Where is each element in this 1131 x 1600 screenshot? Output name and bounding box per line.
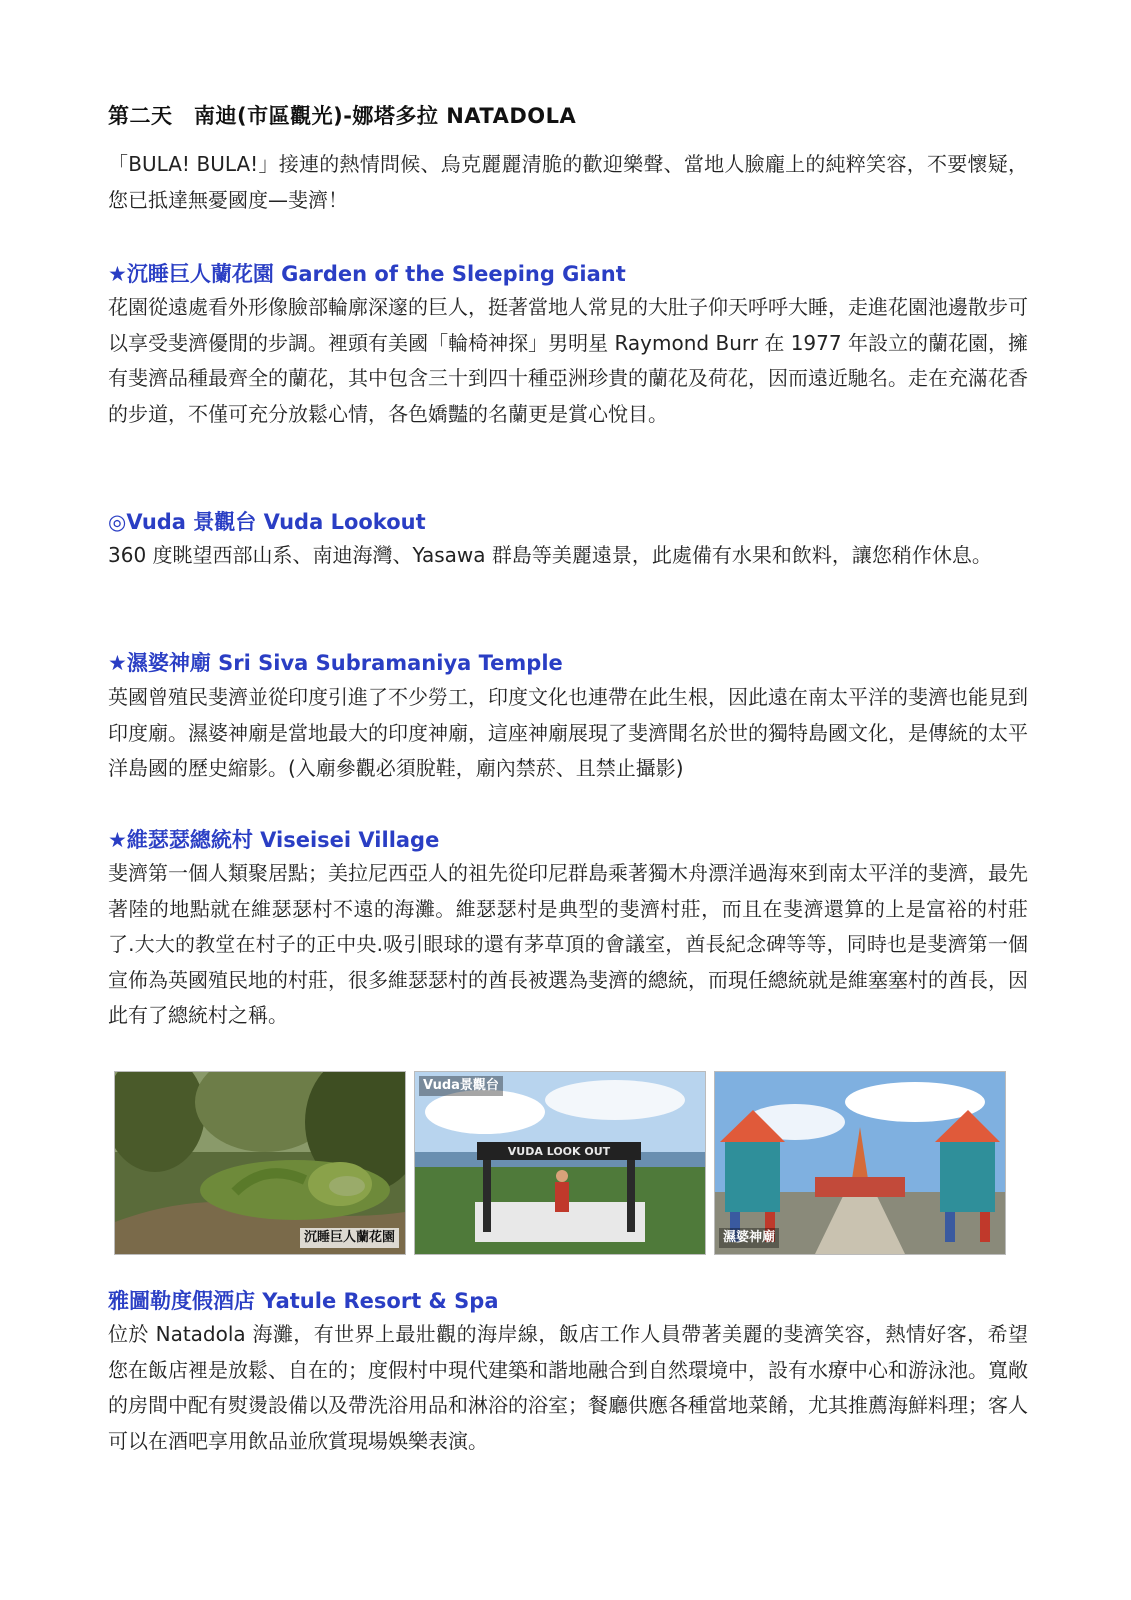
- section-title-yatule-resort: 雅圖勒度假酒店 Yatule Resort & Spa: [108, 1289, 499, 1313]
- photo-caption: 沉睡巨人蘭花園: [300, 1228, 399, 1248]
- section-title-siva-temple: ★濕婆神廟 Sri Siva Subramaniya Temple: [108, 651, 563, 675]
- lookout-illustration: [415, 1072, 705, 1254]
- section-body-yatule-resort: 位於 Natadola 海灘，有世界上最壯觀的海岸線，飯店工作人員帶著美麗的斐濟笑容，熱情好客，希望您在飯店裡是放鬆、自在的；度假村中現代建築和諧地融合到自然環境中，設有水療中心和游泳池。寬敞的房間中配有熨燙設備以及帶洗浴用品和淋浴的浴室；餐廳供應各種當地菜餚，尤其推薦海鮮料理；客人可以在酒吧享用飲品並欣賞現場娛樂表演。: [108, 1322, 1028, 1453]
- garden-illustration: [115, 1072, 405, 1254]
- section-title-sleeping-giant: ★沉睡巨人蘭花園 Garden of the Sleeping Giant: [108, 262, 626, 286]
- section-body-viseisei-village: 斐濟第一個人類聚居點；美拉尼西亞人的祖先從印尼群島乘著獨木舟漂洋過海來到南太平洋的斐濟，最先著陸的地點就在維瑟瑟村不遠的海灘。維瑟瑟村是典型的斐濟村莊，而且在斐濟還算的上是富裕的村莊了.大大的教堂在村子的正中央.吸引眼球的還有茅草頂的會議室，酋長紀念碑等等，同時也是斐濟第一個宣佈為英國殖民地的村莊，很多維瑟瑟村的酋長被選為斐濟的總統，而現任總統就是維塞塞村的酋長，因此有了總統村之稱。: [108, 861, 1028, 1027]
- photo-vuda-lookout: [414, 1071, 706, 1255]
- photo-caption: Vuda景觀台: [419, 1076, 503, 1096]
- section-title-viseisei-village: ★維瑟瑟總統村 Viseisei Village: [108, 828, 440, 852]
- day-title: 第二天 南迪(市區觀光)-娜塔多拉 NATADOLA: [108, 104, 577, 128]
- temple-illustration: [715, 1072, 1005, 1254]
- section-title-vuda-lookout: ◎Vuda 景觀台 Vuda Lookout: [108, 510, 426, 534]
- section-body-vuda-lookout: 360 度眺望西部山系、南迪海灣、Yasawa 群島等美麗遠景，此處備有水果和飲料，讓您稍作休息。: [108, 543, 992, 567]
- section-body-sleeping-giant: 花園從遠處看外形像臉部輪廓深邃的巨人，挺著當地人常見的大肚子仰天呼呼大睡，走進花園池邊散步可以享受斐濟優閒的步調。裡頭有美國「輪椅神探」男明星 Raymond Burr 在 1977 年設立的蘭花園，擁有斐濟品種最齊全的蘭花，其中包含三十到四十種亞洲珍貴的蘭花及荷花，因而遠近馳名。走在充滿花香的步道，不僅可充分放鬆心情，各色嬌豔的名蘭更是賞心悅目。: [108, 295, 1028, 426]
- photo-siva-temple: [714, 1071, 1006, 1255]
- photo-sleeping-giant: [114, 1071, 406, 1255]
- lookout-sign-text: VUDA LOOK OUT: [507, 1145, 611, 1158]
- photo-strip: [114, 1071, 1028, 1253]
- intro-paragraph: 「BULA! BULA!」接連的熱情問候、烏克麗麗清脆的歡迎樂聲、當地人臉龐上的純粹笑容，不要懷疑，您已抵達無憂國度—斐濟！: [108, 152, 1028, 212]
- section-body-siva-temple: 英國曾殖民斐濟並從印度引進了不少勞工，印度文化也連帶在此生根，因此遠在南太平洋的斐濟也能見到印度廟。濕婆神廟是當地最大的印度神廟，這座神廟展現了斐濟聞名於世的獨特島國文化，是傳統的太平洋島國的歷史縮影。(入廟參觀必須脫鞋，廟內禁菸、且禁止攝影): [108, 685, 1028, 780]
- photo-caption: 濕婆神廟: [719, 1228, 779, 1248]
